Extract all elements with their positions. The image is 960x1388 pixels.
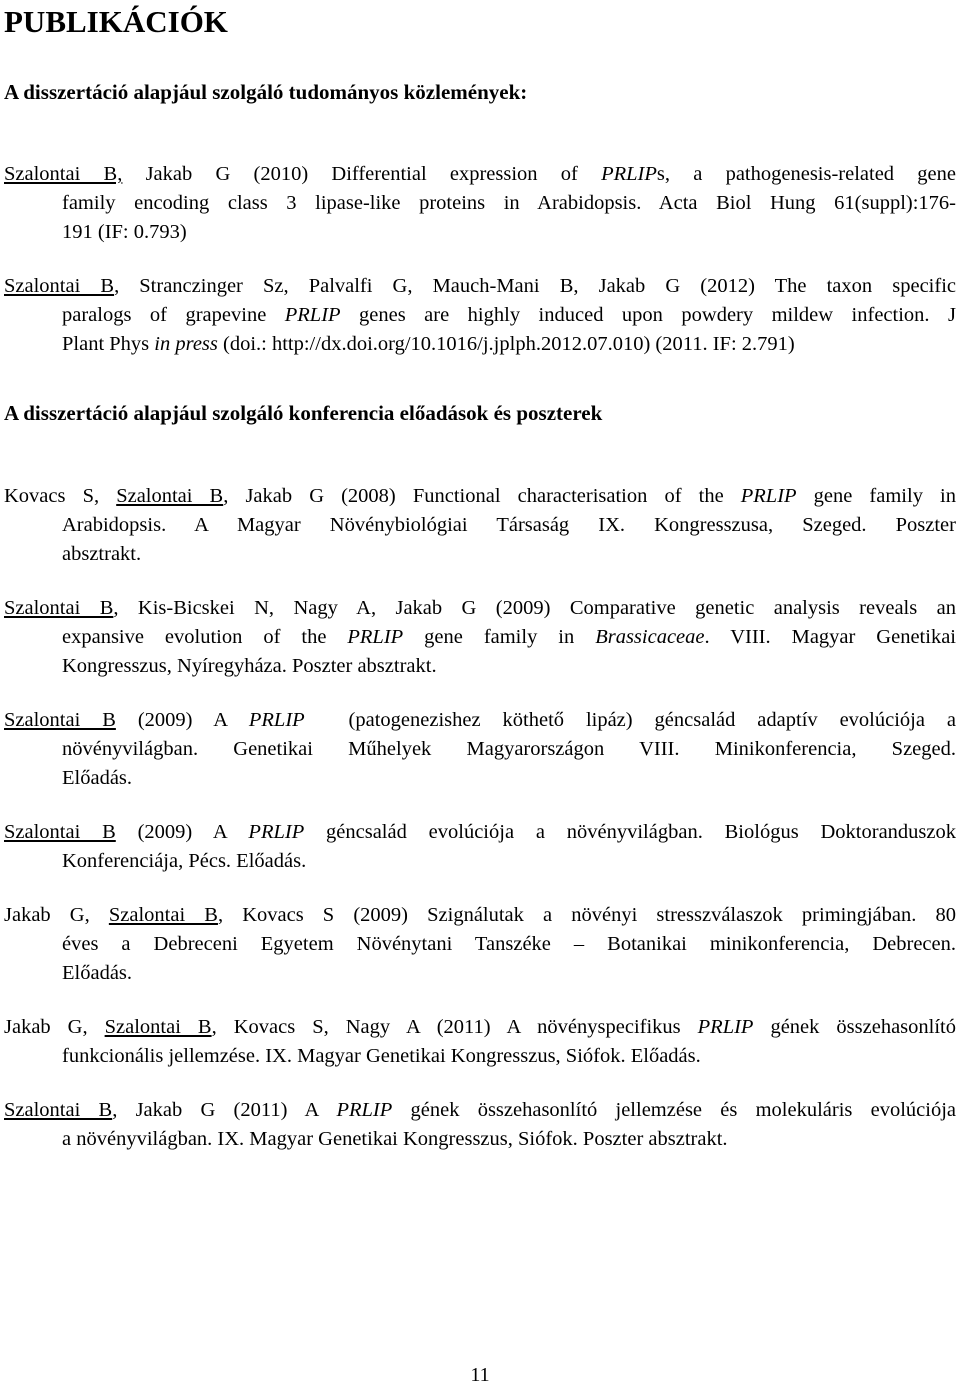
entry-line — [4, 901, 956, 930]
gene-name-italic: PRLIP — [697, 1016, 754, 1038]
entry-line — [4, 330, 956, 359]
entry-text: . VIII. Magyar Genetikai — [704, 626, 956, 648]
entry-text: , Kovacs S, Nagy A (2011) A növényspecifikus — [211, 1016, 698, 1038]
entry-text: (doi.: http://dx.doi.org/10.1016/j.jplph.2012.07.010) (2011. IF: 2.791) — [217, 333, 795, 355]
gene-name-italic: PRLIP — [248, 709, 305, 731]
entry-line — [4, 706, 956, 735]
entry-line — [4, 594, 956, 623]
entry-text: (2009) A — [115, 821, 249, 843]
conference-entry-1 — [4, 482, 956, 569]
entry-line: Előadás. — [62, 767, 133, 789]
section-heading-publications: A disszertáció alapjául szolgáló tudományos közlemények: — [4, 80, 528, 104]
entry-line — [4, 623, 956, 652]
publication-entry-2 — [4, 272, 956, 359]
entry-line: Kongresszus, Nyíregyháza. Poszter absztrakt. — [62, 655, 437, 677]
page-title: PUBLIKÁCIÓK — [4, 4, 228, 39]
entry-line: Konferenciája, Pécs. Előadás. — [62, 850, 307, 872]
author-name-underlined: Szalontai B — [4, 821, 116, 843]
taxon-name-italic: Brassicaceae — [595, 626, 705, 648]
conference-entry-7 — [4, 1096, 956, 1154]
author-name-underlined: Szalontai B — [4, 275, 115, 297]
entry-line: absztrakt. — [62, 543, 142, 565]
author-name-underlined: Szalontai B — [4, 1099, 113, 1121]
entry-text: Kovacs S, — [4, 485, 117, 507]
entry-line: 191 (IF: 0.793) — [62, 221, 187, 243]
entry-line — [4, 160, 956, 189]
section-heading-conferences: A disszertáció alapjául szolgáló konferencia előadások és poszterek — [4, 401, 603, 425]
entry-line: family encoding class 3 lipase-like proteins in Arabidopsis. Acta Biol Hung 61(suppl):176- — [62, 192, 956, 214]
entry-line — [4, 272, 956, 301]
entry-text: paralogs of grapevine — [62, 304, 285, 326]
gene-name-italic: PRLIP — [248, 821, 305, 843]
author-name-underlined: Szalontai B — [108, 904, 218, 926]
gene-name-italic: PRLIP — [601, 163, 657, 185]
entry-line — [4, 1096, 956, 1125]
entry-text: gének összehasonlító jellemzése és molekuláris evolúciója — [392, 1099, 956, 1121]
page-number: 11 — [470, 1364, 490, 1386]
entry-line: funkcionális jellemzése. IX. Magyar Genetikai Kongresszus, Siófok. Előadás. — [62, 1045, 701, 1067]
entry-text: s, a pathogenesis-related gene — [656, 163, 956, 185]
entry-line: növényvilágban. Genetikai Műhelyek Magyarországon VIII. Minikonferencia, Szeged. — [62, 738, 956, 760]
entry-line: a növényvilágban. IX. Magyar Genetikai Kongresszus, Siófok. Poszter absztrakt. — [62, 1128, 728, 1150]
gene-name-italic: PRLIP — [740, 485, 797, 507]
entry-text: , Jakab G (2008) Functional characterisation of the — [223, 485, 741, 507]
publication-entry-1 — [4, 160, 956, 247]
entry-text: (2009) A — [115, 709, 249, 731]
entry-text: gene family in — [796, 485, 956, 507]
status-italic: in press — [154, 333, 218, 355]
entry-text: (patogenezishez köthető lipáz) géncsalád adaptív evolúciója a — [304, 709, 956, 731]
conference-entry-2 — [4, 594, 956, 681]
entry-text: genes are highly induced upon powdery mildew infection. J — [340, 304, 956, 326]
entry-text: , Kovacs S (2009) Szignálutak a növényi stresszválaszok primingjában. 80 — [217, 904, 956, 926]
entry-text: , Jakab G (2011) A — [112, 1099, 337, 1121]
conference-entry-4 — [4, 818, 956, 876]
entry-line: Arabidopsis. A Magyar Növénybiológiai Társaság IX. Kongresszusa, Szeged. Poszter — [62, 514, 956, 536]
entry-text: gének összehasonlító — [753, 1016, 956, 1038]
author-name-underlined: Szalontai B — [116, 485, 224, 507]
entry-text: Jakab G, — [4, 904, 109, 926]
conference-entry-6 — [4, 1013, 956, 1071]
author-name-underlined: Szalontai B, — [4, 163, 123, 185]
entry-text: gene family in — [403, 626, 596, 648]
entry-text: Plant Phys — [62, 333, 155, 355]
entry-text: , Kis-Bicskei N, Nagy A, Jakab G (2009) Comparative genetic analysis reveals an — [113, 597, 956, 619]
entry-text: géncsalád evolúciója a növényvilágban. Biológus Doktoranduszok — [304, 821, 956, 843]
entry-text: Jakab G, — [4, 1016, 105, 1038]
entry-line — [4, 482, 956, 511]
author-name-underlined: Szalontai B — [4, 709, 116, 731]
entry-line: éves a Debreceni Egyetem Növénytani Tanszéke – Botanikai minikonferencia, Debrecen. — [62, 933, 956, 955]
author-name-underlined: Szalontai B — [4, 597, 114, 619]
gene-name-italic: PRLIP — [347, 626, 404, 648]
author-name-underlined: Szalontai B — [104, 1016, 212, 1038]
gene-name-italic: PRLIP — [284, 304, 341, 326]
gene-name-italic: PRLIP — [336, 1099, 393, 1121]
entry-text: expansive evolution of the — [62, 626, 348, 648]
entry-text: , Stranczinger Sz, Palvalfi G, Mauch-Mani B, Jakab G (2012) The taxon specific — [114, 275, 956, 297]
conference-entry-3 — [4, 706, 956, 793]
entry-line — [4, 818, 956, 847]
conference-entry-5 — [4, 901, 956, 988]
entry-line — [4, 1013, 956, 1042]
entry-line: Előadás. — [62, 962, 133, 984]
entry-text: Jakab G (2010) Differential expression of — [122, 163, 602, 185]
entry-line — [4, 301, 956, 330]
